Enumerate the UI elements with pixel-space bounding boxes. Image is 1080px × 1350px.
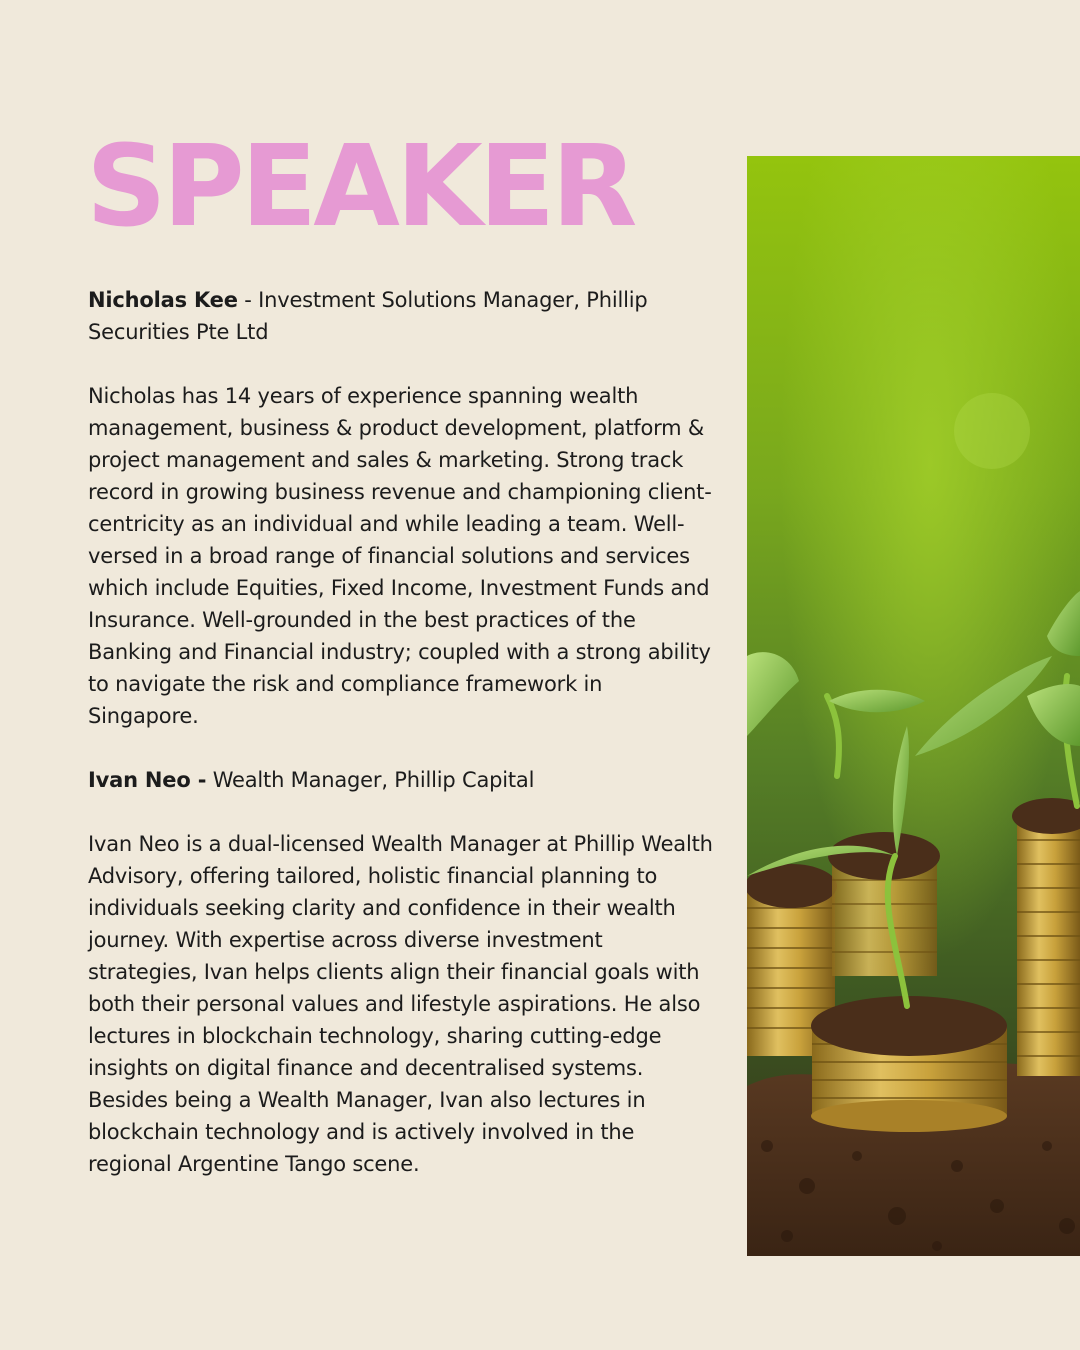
seedlings-coins-image <box>747 156 1080 1256</box>
speaker-role: Wealth Manager, Phillip Capital <box>212 768 535 792</box>
speaker-bio: Ivan Neo is a dual-licensed Wealth Manager at Phillip Wealth Advisory, offering tailored, holistic financial planning to individuals seeking clarity and confidence in their wealth journey. With expertise across diverse investment strategies, Ivan helps clients align their financial goals with both their personal values and lifestyle aspirations. He also lectures in blockchain technology, sharing cutting-edge insights on digital finance and decentralised systems. Besides being a Wealth Manager, Ivan also lectures in blockchain technology and is actively involved in the regional Argentine Tango scene. <box>88 832 713 1176</box>
page-title: SPEAKER <box>86 122 634 252</box>
speaker-bio: Nicholas has 14 years of experience spanning wealth management, business & product development, platform & project management and sales & marketing. Strong track record in growing business revenue and championing client-centricity as an individual and while leading a team. Well-versed in a broad range of financial solutions and services which include Equities, Fixed Income, Investment Funds and Insurance. Well-grounded in the best practices of the Banking and Financial industry; coupled with a strong ability to navigate the risk and compliance framework in Singapore. <box>88 384 712 728</box>
speaker-separator: - <box>237 288 259 312</box>
speaker-list <box>88 284 718 1180</box>
speaker-role: Investment Solutions Manager, Phillip Securities Pte Ltd <box>88 288 648 344</box>
speaker-name: Ivan Neo - <box>88 768 207 792</box>
speaker-name: Nicholas Kee <box>88 288 238 312</box>
speaker-heading <box>88 284 718 348</box>
speaker-heading <box>88 764 718 796</box>
